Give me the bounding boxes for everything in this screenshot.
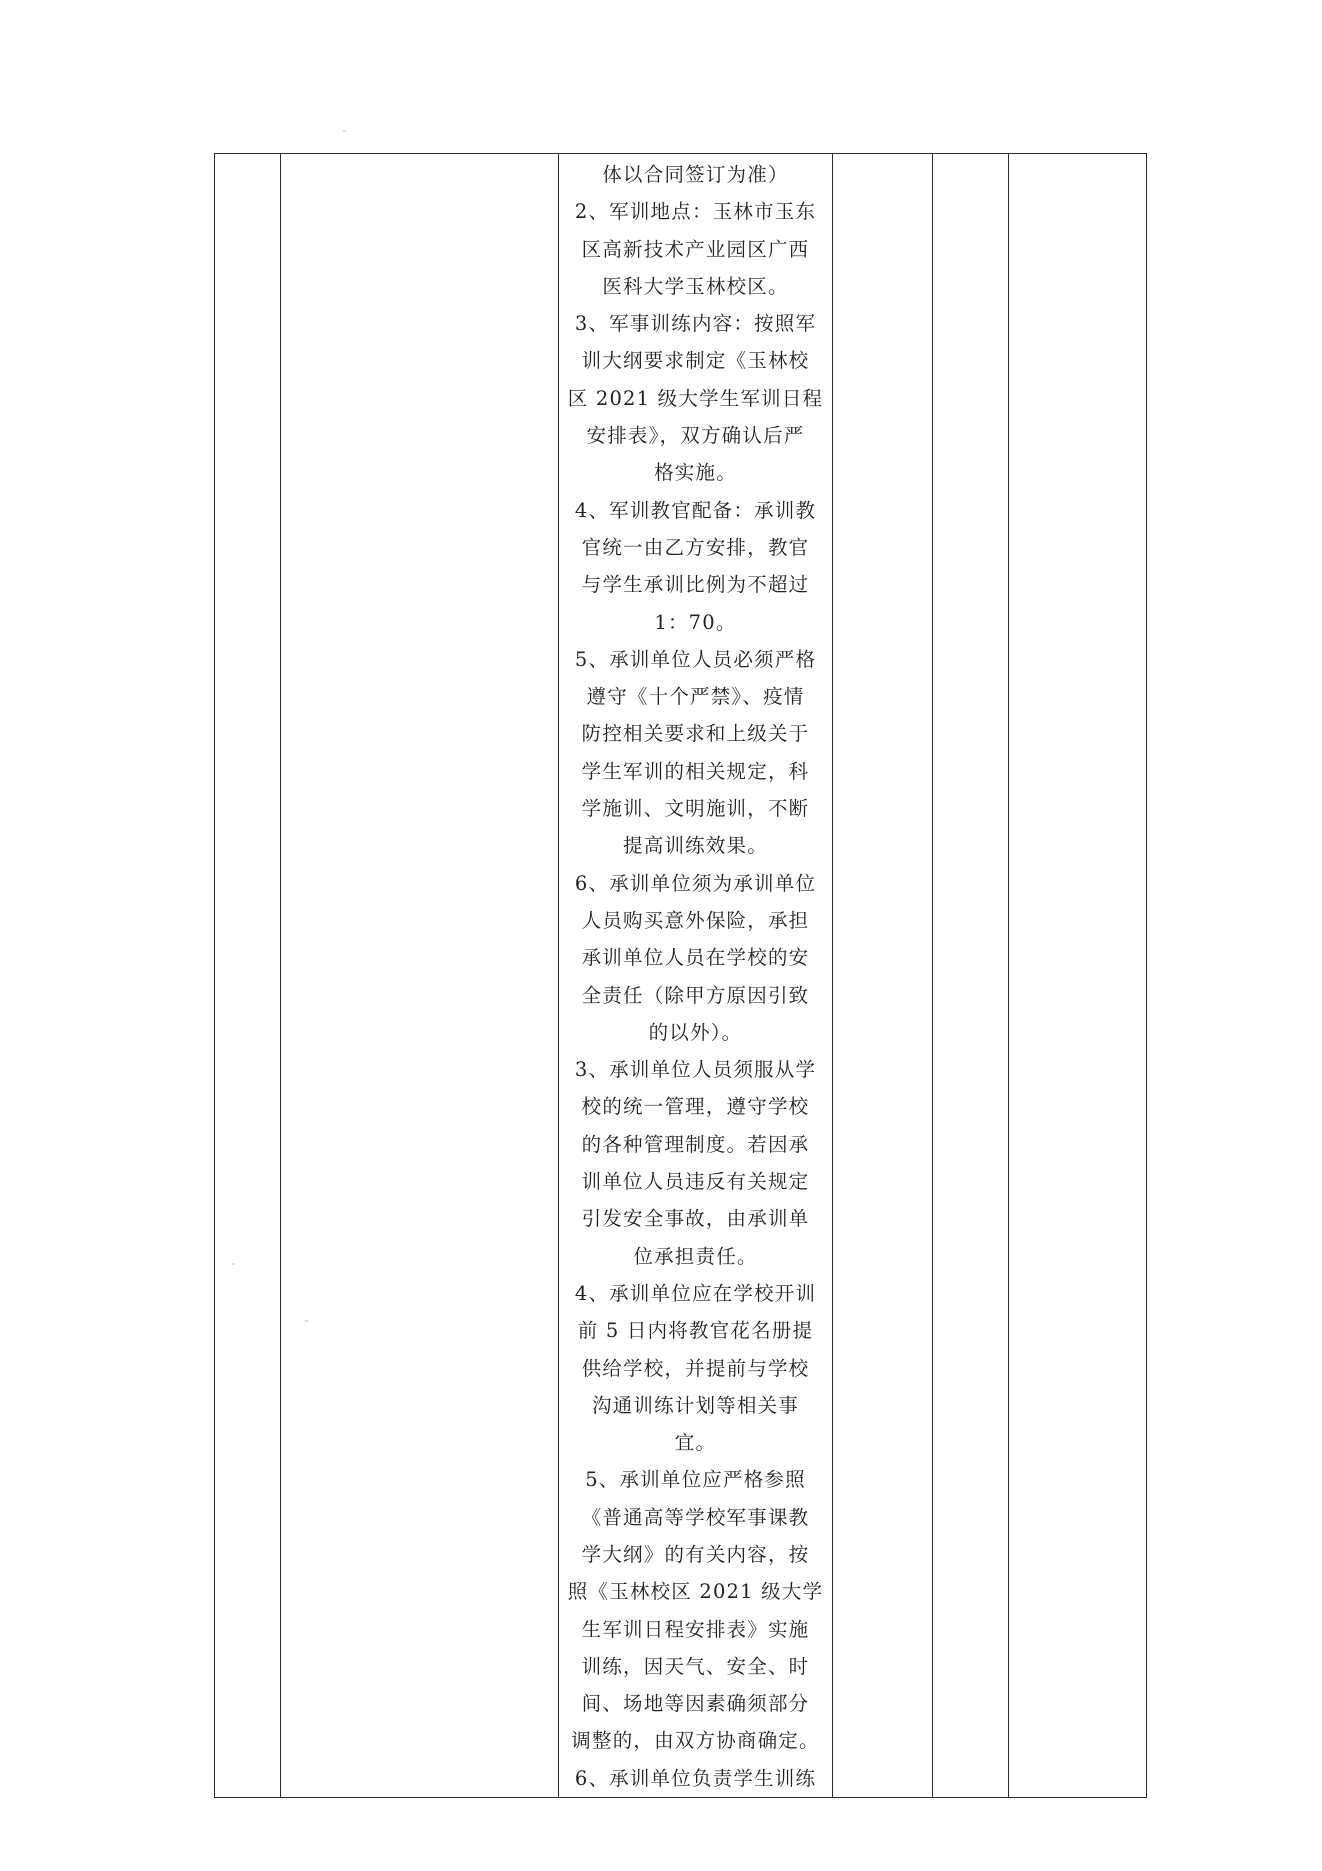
text-line: 引发安全事故，由承训单: [581, 1207, 810, 1231]
text-line: 4、承训单位应在学校开训: [574, 1281, 817, 1305]
text-line: 的各种管理制度。若因承: [581, 1132, 810, 1156]
text-line: 3、承训单位人员须服从学: [574, 1058, 817, 1082]
cell-empty-4: [833, 154, 933, 1798]
cell-item: [281, 154, 559, 1798]
text-line: 宜。: [674, 1431, 717, 1455]
text-line: 区高新技术产业园区广西: [581, 237, 810, 261]
text-line: 生军训日程安排表》实施: [581, 1617, 810, 1641]
text-line: 学生军训的相关规定，科: [581, 759, 810, 783]
text-line: 6、承训单位负责学生训练: [574, 1766, 817, 1790]
text-line: 官统一由乙方安排，教官: [581, 535, 810, 559]
text-line: 校的统一管理，遵守学校: [581, 1095, 810, 1119]
text-line: 训大纲要求制定《玉林校: [581, 349, 810, 373]
cell-empty-6: [1009, 154, 1147, 1798]
text-line: 1：70。: [654, 610, 737, 634]
scan-artifact: [232, 1263, 235, 1265]
text-line: 学施训、文明施训，不断: [581, 797, 810, 821]
text-line: 提高训练效果。: [623, 834, 768, 858]
scan-artifact: [305, 1320, 308, 1322]
text-line: 区 2021 级大学生军训日程: [567, 386, 824, 410]
table-row: [215, 154, 1147, 1798]
text-line: 医科大学玉林校区。: [602, 274, 789, 298]
cell-requirements: [559, 154, 833, 1798]
text-line: 调整的，由双方协商确定。: [571, 1729, 820, 1753]
contract-table: [214, 153, 1147, 1798]
text-line: 5、承训单位应严格参照: [585, 1468, 806, 1492]
text-line: 沟通训练计划等相关事: [591, 1393, 799, 1417]
text-line: 供给学校，并提前与学校: [581, 1356, 810, 1380]
text-line: 全责任（除甲方原因引致: [581, 983, 810, 1007]
text-line: 间、场地等因素确须部分: [581, 1692, 810, 1716]
text-line: 3、军事训练内容：按照军: [574, 312, 817, 336]
text-line: 遵守《十个严禁》、疫情: [586, 685, 805, 709]
text-line: 训练，因天气、安全、时: [581, 1654, 810, 1678]
scan-artifact: [343, 130, 346, 132]
text-line: 学大纲》的有关内容，按: [581, 1542, 810, 1566]
text-line: 5、承训单位人员必须严格: [574, 647, 817, 671]
text-line: 的以外）。: [648, 1020, 743, 1044]
text-line: 《普通高等学校军事课教: [581, 1505, 810, 1529]
text-line: 前 5 日内将教官花名册提: [577, 1319, 814, 1343]
text-line: 训单位人员违反有关规定: [581, 1170, 810, 1194]
text-line: 人员购买意外保险，承担: [581, 908, 810, 932]
text-line: 与学生承训比例为不超过: [581, 573, 810, 597]
text-line: 体以合同签订为准）: [602, 163, 789, 186]
text-line: 格实施。: [654, 461, 737, 485]
text-line: 位承担责任。: [633, 1244, 758, 1268]
cell-empty-5: [933, 154, 1009, 1798]
text-line: 承训单位人员在学校的安: [581, 946, 810, 970]
text-line: 2、军训地点：玉林市玉东: [574, 200, 817, 224]
text-line: 安排表》，双方确认后严: [586, 424, 805, 448]
text-line: 防控相关要求和上级关于: [581, 722, 810, 746]
text-line: 照《玉林校区 2021 级大学: [567, 1580, 824, 1604]
text-line: 6、承训单位须为承训单位: [574, 871, 817, 895]
text-line: 4、军训教官配备：承训教: [574, 498, 817, 522]
cell-index: [215, 154, 281, 1798]
